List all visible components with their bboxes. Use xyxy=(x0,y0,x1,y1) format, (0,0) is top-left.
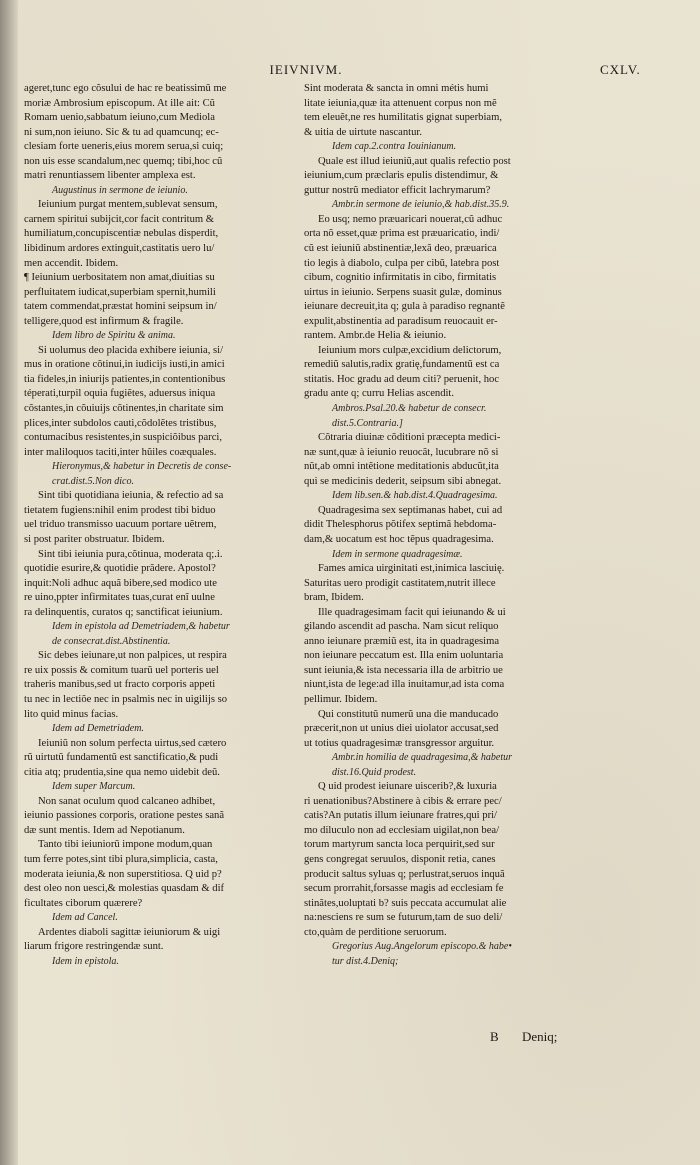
text-line: inquit:Noli adhuc aquã bibere,sed modico ute xyxy=(24,577,217,589)
text-line: non uis esse scandalum,nec quemq; tibi,hoc cũ xyxy=(24,155,223,167)
source-citation: Idem super Marcum. xyxy=(52,781,136,793)
source-citation: crat.dist.5.Non dico. xyxy=(52,475,134,487)
text-line: producit saltus syluas q; perlustrat,seruos inquã xyxy=(304,868,505,880)
text-line: gradu ante q; curru Helias ascendit. xyxy=(304,388,455,400)
source-citation: Idem cap.2.contra Iouinianum. xyxy=(332,141,457,153)
text-line: re uino,ppter infirmitates tuas,curat enĩ uulne xyxy=(24,592,215,604)
text-line: nũt,ab omni intẽtione meditationis abducũt,ita xyxy=(304,461,499,473)
text-line: dæ sunt mentis. Idem ad Nepotianum. xyxy=(24,824,185,836)
text-line: clesiam forte ueneris,eius morem serua,si cuiq; xyxy=(24,141,224,153)
text-line: moriæ Ambrosium episcopum. At ille ait: Cũ xyxy=(24,97,215,109)
text-line: carnem spiritui subijcit,cor facit contritum & xyxy=(24,213,215,225)
text-line: inter maliloquos taciti,inter hũiles coæquales. xyxy=(24,446,217,458)
text-line: uel triduo transmisso uacuum portare uẽtrem, xyxy=(24,519,217,531)
source-citation: Idem in sermone quadragesimæ. xyxy=(332,548,463,560)
text-line: Sint tibi quotidiana ieiunia, & refectio ad sa xyxy=(38,490,224,502)
running-head-title: IEIVNIVM. xyxy=(269,62,343,77)
text-line: pellimur. Ibidem. xyxy=(304,693,378,705)
text-line: ficultates ciborum quærere? xyxy=(24,897,143,909)
text-line: na:nesciens re sum se futurum,tam de suo deli/ xyxy=(304,912,503,924)
text-line: Romam uenio,sabbatum ieiuno,cum Mediola xyxy=(24,112,215,124)
text-line: ¶ Ieiunium uerbositatem non amat,diuitias su xyxy=(24,272,215,284)
text-line: Non sanat oculum quod calcaneo adhibet, xyxy=(38,795,216,807)
catchword: Deniq; xyxy=(522,1029,558,1044)
source-citation: tur dist.4.Deniq; xyxy=(332,955,399,967)
text-line: Ille quadragesimam facit qui ieiunando & ui xyxy=(318,606,506,618)
text-line: cto,quàm de perditione seruorum. xyxy=(304,926,447,938)
text-line: Sic debes ieiunare,ut non palpices, ut respira xyxy=(38,650,227,662)
text-line: ra delinquentis, curatos q; sanctificat ieiunium. xyxy=(24,606,223,618)
source-citation: Ambr.in homilia de quadragesima,& habetur xyxy=(332,752,512,764)
text-line: Ardentes diaboli sagittæ ieiuniorum & uigi xyxy=(38,926,221,938)
text-line: expulit,abstinentia ad paradisum reuocauit er- xyxy=(304,315,498,327)
source-citation: Idem libro de Spiritu & anima. xyxy=(52,330,176,342)
text-line: næ sunt,quæ à ieiunio reuocãt, lucubrare nõ si xyxy=(304,446,499,458)
text-line: anno ieiunare præmiũ est, ita in quadragesima xyxy=(304,635,500,647)
text-line: tum ferre potes,sint tibi plura,simplicia, casta, xyxy=(24,853,218,865)
source-citation: Ambros.Psal.20.& habetur de consecr. xyxy=(332,403,487,415)
text-line: Qui constitutũ numerũ una die manducado xyxy=(318,708,499,720)
text-line: uirtus in ieiunio. Serpens suasit gulæ, dominus xyxy=(304,286,502,298)
text-line: rũ uirtutũ fundamentũ est sanctificatio,& pudi xyxy=(24,752,219,764)
text-line: orta nõ esset,quæ prima est præuaricatio, indi/ xyxy=(304,228,500,240)
text-line: tio legis à diabolo, culpa per cibũ, latebra post xyxy=(304,257,500,269)
text-line: Saturitas uero prodigit castitatem,nutrit illece xyxy=(304,577,496,589)
text-line: ri uenationibus?Abstinere à cibis & errare pec/ xyxy=(304,795,502,807)
text-line: præcerit,non ut unius diei uiolator accusat,sed xyxy=(304,723,499,735)
text-line: catis?An putatis illum ieiunare fratres,qui pri/ xyxy=(304,810,497,822)
text-line: & uitia de uirtute nascantur. xyxy=(304,126,422,138)
text-line: sunt ieiunia,& ista necessaria illa de arbitrio ue xyxy=(304,664,503,676)
text-line: telligere,quod est infirmum & fragile. xyxy=(24,315,184,327)
text-line: guttur nostrũ mediator efficit lachrymarum? xyxy=(304,184,491,196)
text-line: libidinum ardores extinguit,castitatis uero lu/ xyxy=(24,243,215,255)
text-line: secum prorrahit,forsasse magis ad ecclesiam fe xyxy=(304,883,504,895)
text-line: tu nec in lectiõe nec in psalmis nec in uigilijs so xyxy=(24,693,228,705)
text-line: non ieiunare peccatum est. Illa enim uoluntaria xyxy=(304,650,504,662)
text-line: Cõtraria diuinæ cõditioni præcepta medici- xyxy=(318,432,501,444)
text-line: tem eleuẽt,ne res humilitatis gignat superbiam, xyxy=(304,112,502,124)
text-line: cõstantes,in cõuiuijs cõtinentes,in charitate sim xyxy=(24,403,224,415)
text-line: bram, Ibidem. xyxy=(304,592,364,604)
text-line: ieiunium,cum præclaris epulis distendimur, & xyxy=(304,170,499,182)
text-line: matri renuntiassem libenter amplexa est. xyxy=(24,170,196,182)
text-line: didit Thelesphorus põtifex septimã hebdoma- xyxy=(304,519,497,531)
text-line: Quale est illud ieiuniũ,aut qualis refectio post xyxy=(318,155,511,167)
text-line: quotidie esurire,& quotidie prãdere. Apostol? xyxy=(24,563,216,575)
text-line: mo diluculo non ad ecclesiam uigilat,non bea/ xyxy=(304,824,500,836)
text-line: stinãtes,uoluptati b? suis peccata accumulat alie xyxy=(304,897,507,909)
text-line: citia atq; prudentia,sine qua nemo uidebit deũ. xyxy=(24,766,220,778)
text-line: Eo usq; nemo præuaricari nouerat,cũ adhuc xyxy=(318,213,503,225)
source-citation: dist.5.Contraria.] xyxy=(332,417,403,429)
text-line: mus in oratione cõtinui,in iudicijs iusti,in amici xyxy=(24,359,225,371)
text-line: gens congregat seruulos, disponit retia, canes xyxy=(304,853,496,865)
text-line: ieiunio passiones corporis, oratione pestes sanã xyxy=(24,810,225,822)
left-text-column xyxy=(24,82,292,969)
text-line: stitatis. Hoc gradu ad deum citi? peruenit, hoc xyxy=(304,373,500,385)
text-line: plices,inter subdolos cauti,cõdolẽtes tristibus, xyxy=(24,417,217,429)
text-line: Quadragesima sex septimanas habet, cui ad xyxy=(318,504,503,516)
text-line: Sint moderata & sancta in omni métis humi xyxy=(304,83,489,94)
source-citation: Idem ad Cancel. xyxy=(52,912,118,924)
text-line: ageret,tunc ego cõsului de hac re beatissimũ me xyxy=(24,83,227,94)
text-line: dam,& uocatum est hoc tẽpus quadragesima. xyxy=(304,533,494,545)
text-line: Ieiuniũ non solum perfecta uirtus,sed cætero xyxy=(38,737,227,749)
text-line: Tanto tibi ieiuniorũ impone modum,quan xyxy=(38,839,213,851)
text-line: ut totius quadragesimæ transgressor arguitur. xyxy=(304,737,495,749)
text-line: humiliatum,concupiscentiæ nebulas disperdit, xyxy=(24,228,219,240)
text-line: liarum frigore restringendæ sunt. xyxy=(24,941,164,953)
text-line: tatem commendat,præstat homini seipsum in/ xyxy=(24,301,217,313)
text-line: men accendit. Ibidem. xyxy=(24,257,119,269)
text-line: Si uolumus deo placida exhibere ieiunia, si/ xyxy=(38,344,224,356)
text-line: moderata ieiunia,& non superstitiosa. Q uid p? xyxy=(24,868,222,880)
source-citation: Idem in epistola ad Demetriadem,& habetur xyxy=(52,621,230,633)
source-citation: Idem lib.sen.& hab.dist.4.Quadragesima. xyxy=(332,490,498,502)
text-line: si post pariter obstruatur. Ibidem. xyxy=(24,533,165,545)
text-line: contumacibus resistentes,in suspiciõibus parci, xyxy=(24,432,223,444)
text-line: ni sum,non ieiuno. Sic & tu ad quamcunq; ec- xyxy=(24,126,219,138)
text-line: qui se medicinis dederit, seipsum sibi abnegat. xyxy=(304,475,502,487)
text-line: cũ est ieiuniũ abstinentiæ,lexã deo, præuarica xyxy=(304,243,497,255)
source-citation: Idem ad Demetriadem. xyxy=(52,723,144,735)
text-line: tietatem fugiens:nihil enim prodest tibi biduo xyxy=(24,504,216,516)
text-line: Q uid prodest ieiunare uiscerib?,& luxuria xyxy=(318,781,497,793)
text-line: Ieiunium mors culpæ,excidium delictorum, xyxy=(318,344,502,356)
source-citation: dist.16.Quid prodest. xyxy=(332,766,417,778)
signature-mark: B xyxy=(490,1029,499,1044)
binding-gutter xyxy=(0,0,18,1165)
source-citation: Ambr.in sermone de ieiunio,& hab.dist.35.9. xyxy=(332,199,510,211)
text-line: Fames amica uirginitati est,inimica lasciuię. xyxy=(318,563,505,575)
text-line: lito quid minus facias. xyxy=(24,708,119,720)
folio-number: CXLV. xyxy=(600,62,641,77)
text-line: ieiunare decreuit,ita q; gula à paradiso regnantẽ xyxy=(304,301,505,313)
text-line: cibum, cognitio infirmitatis in cibo, firmitatis xyxy=(304,272,497,284)
text-line: niunt,ista de lege:ad illa inuitamur,ad ista coma xyxy=(304,679,505,691)
text-line: re uix possis & comitum tuarũ uel porteris uel xyxy=(24,664,219,676)
text-line: Sint tibi ieiunia pura,cõtinua, moderata q;.i. xyxy=(38,548,223,560)
source-citation: Idem in epistola. xyxy=(52,955,119,967)
text-line: téperati,turpil oquia fugiẽtes, aduersus iniqua xyxy=(24,388,216,400)
text-line: dest oleo non uesci,& molestias quasdam & dif xyxy=(24,883,225,895)
text-line: litate ieiunia,quæ ita attenuent corpus non mẽ xyxy=(304,97,497,109)
text-line: torum martyrum sancta loca perquirit,sed sur xyxy=(304,839,495,851)
text-line: gilando ascendit ad pascha. Nam sicut reliquo xyxy=(304,621,499,633)
text-line: perfluitatem iudicat,superbiam spernit,humili xyxy=(24,286,216,298)
text-line: rantem. Ambr.de Helia & ieiunio. xyxy=(304,330,447,342)
text-line: remediũ salutis,radix gratię,fundamentũ est ca xyxy=(304,359,500,371)
source-citation: Augustinus in sermone de ieiunio. xyxy=(52,184,188,196)
text-line: Ieiunium purgat mentem,sublevat sensum, xyxy=(38,199,218,211)
source-citation: Gregorius Aug.Angelorum episcopo.& habe• xyxy=(332,941,512,953)
source-citation: de consecrat.dist.Abstinentia. xyxy=(52,635,171,647)
text-line: traheris manibus,sed ut fracto corporis appeti xyxy=(24,679,216,691)
source-citation: Hieronymus,& habetur in Decretis de conse- xyxy=(52,461,232,473)
right-text-column xyxy=(304,82,584,969)
text-line: tia fideles,in iniurijs patientes,in contentionibus xyxy=(24,373,226,385)
